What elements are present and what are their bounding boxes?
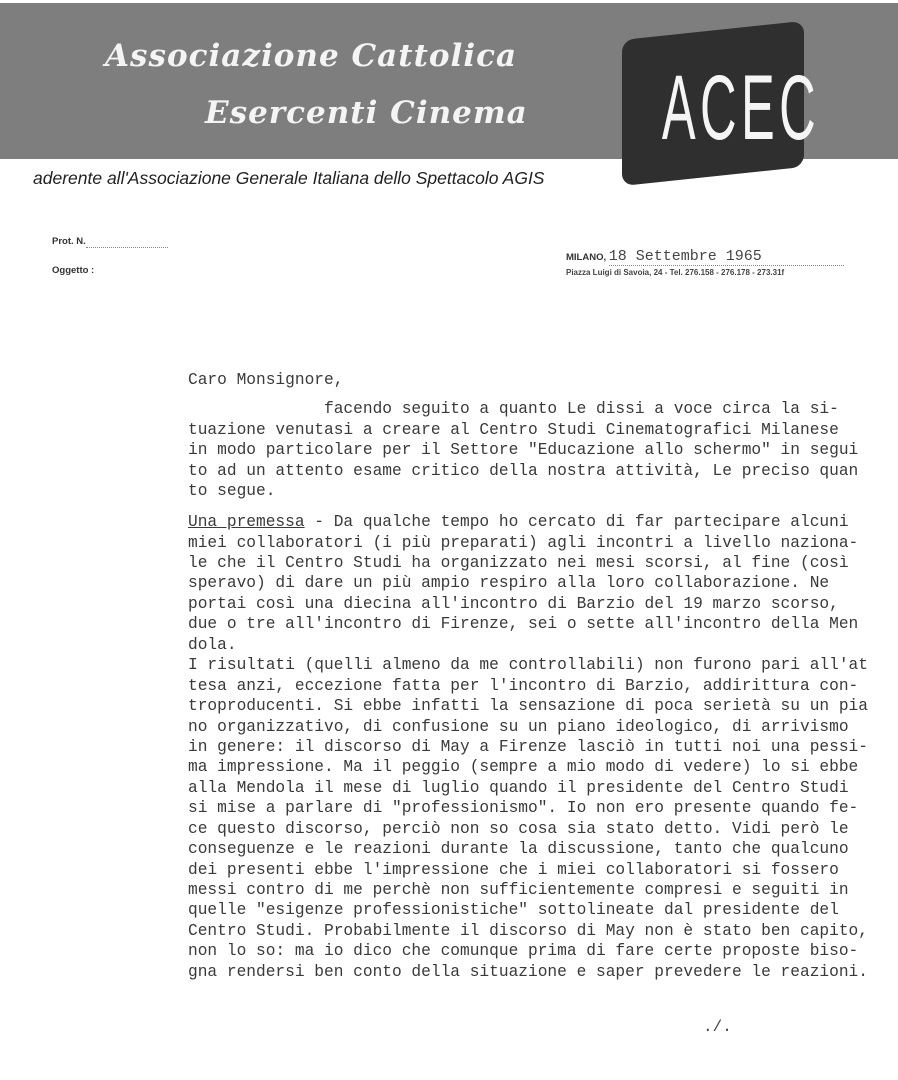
protocol-label: Prot. N. <box>52 236 86 247</box>
text-line: dola. <box>188 635 237 654</box>
protocol-field <box>52 236 168 248</box>
text-line: alla Mendola il mese di luglio quando il presidente del Centro Studi <box>188 778 849 797</box>
text-line: le che il Centro Studi ha organizzato nei mesi scorsi, al fine (così <box>188 554 849 572</box>
text-line: in genere: il discorso di May a Firenze lasciò in tutti noi una pessi- <box>188 737 868 756</box>
text-line: portai così una diecina all'incontro di Barzio del 19 marzo scorso, <box>188 594 839 613</box>
text-line: tuazione venutasi a creare al Centro Studi Cinematografici Milanese <box>188 420 839 439</box>
text-line: messi contro di me perchè non sufficientemente compresi e seguiti in <box>188 881 849 899</box>
letter-date: 18 Settembre 1965 <box>609 248 844 266</box>
text-line: I risultati (quelli almeno da me controllabili) non furono pari all'at <box>188 656 868 675</box>
text-line: in modo particolare per il Settore "Educazione allo schermo" in segui <box>188 441 859 460</box>
city-label: MILANO, <box>566 252 607 263</box>
text-line: quelle "esigenze professionistiche" sottolineate dal presidente del <box>188 901 839 920</box>
text-line: dei presenti ebbe l'impressione che i miei collaboratori si fossero <box>188 860 839 879</box>
text-line: facendo seguito a quanto Le dissi a voce circa la si- <box>188 400 839 419</box>
text-line: no organizzativo, di confusione su un piano ideologico, di arrivismo <box>188 717 849 736</box>
text-span: - Da qualche tempo ho cercato di far partecipare alcuni <box>304 513 849 532</box>
text-line: si mise a parlare di "professionismo". Io non ero presente quando fe- <box>188 799 859 818</box>
text-line: to segue. <box>188 482 276 501</box>
acec-logo-text: ACEC <box>661 57 821 159</box>
text-line: to ad un attento esame critico della nostra attività, Le preciso quan <box>188 461 859 480</box>
org-name-line1: Associazione Cattolica <box>105 38 518 74</box>
premessa-heading: Una premessa <box>188 513 305 532</box>
text-line: due o tre all'incontro di Firenze, sei o sette all'incontro della Men <box>188 615 859 634</box>
text-line: Centro Studi. Probabilmente il discorso di May non è stato ben capito, <box>188 921 868 940</box>
text-line: non lo so: ma io dico che comunque prima di fare certe proposte biso- <box>188 942 859 961</box>
letter-body <box>188 370 868 982</box>
text-line: conseguenze e le reazioni durante la discussione, tanto che qualcuno <box>188 840 849 859</box>
subject-label: Oggetto : <box>52 265 95 276</box>
affiliation-line: aderente all'Associazione Generale Italiana dello Spettacolo AGIS <box>33 168 545 188</box>
text-line: troproducenti. Si ebbe infatti la sensazione di poca serietà su un pia <box>188 697 868 716</box>
sender-address: Piazza Luigi di Savoia, 24 - Tel. 276.158 - 276.178 - 273.31f <box>566 268 785 277</box>
text-line: tesa anzi, eccezione fatta per l'incontro di Barzio, addirittura con- <box>188 676 859 695</box>
text-line: speravo) di dare un più ampio respiro alla loro collaborazione. Ne <box>188 574 830 593</box>
continuation-mark: ./. <box>703 1018 732 1036</box>
paragraph-1 <box>188 399 868 501</box>
text-line: miei collaboratori (i più preparati) agli incontri a livello naziona- <box>188 533 859 552</box>
protocol-dotted-line <box>86 236 168 248</box>
date-line <box>566 248 844 266</box>
text-line: ce questo discorso, perciò non so cosa sia stato detto. Vidi però le <box>188 819 849 838</box>
org-name-line2: Esercenti Cinema <box>205 95 528 131</box>
text-line <box>188 512 868 532</box>
salutation: Caro Monsignore, <box>188 371 344 389</box>
text-line: ma impressione. Ma il peggio (sempre a mio modo di vedere) lo si ebbe <box>188 758 859 777</box>
paragraph-2 <box>188 512 868 982</box>
text-line: gna rendersi ben conto della situazione e saper prevedere le reazioni. <box>188 962 868 981</box>
